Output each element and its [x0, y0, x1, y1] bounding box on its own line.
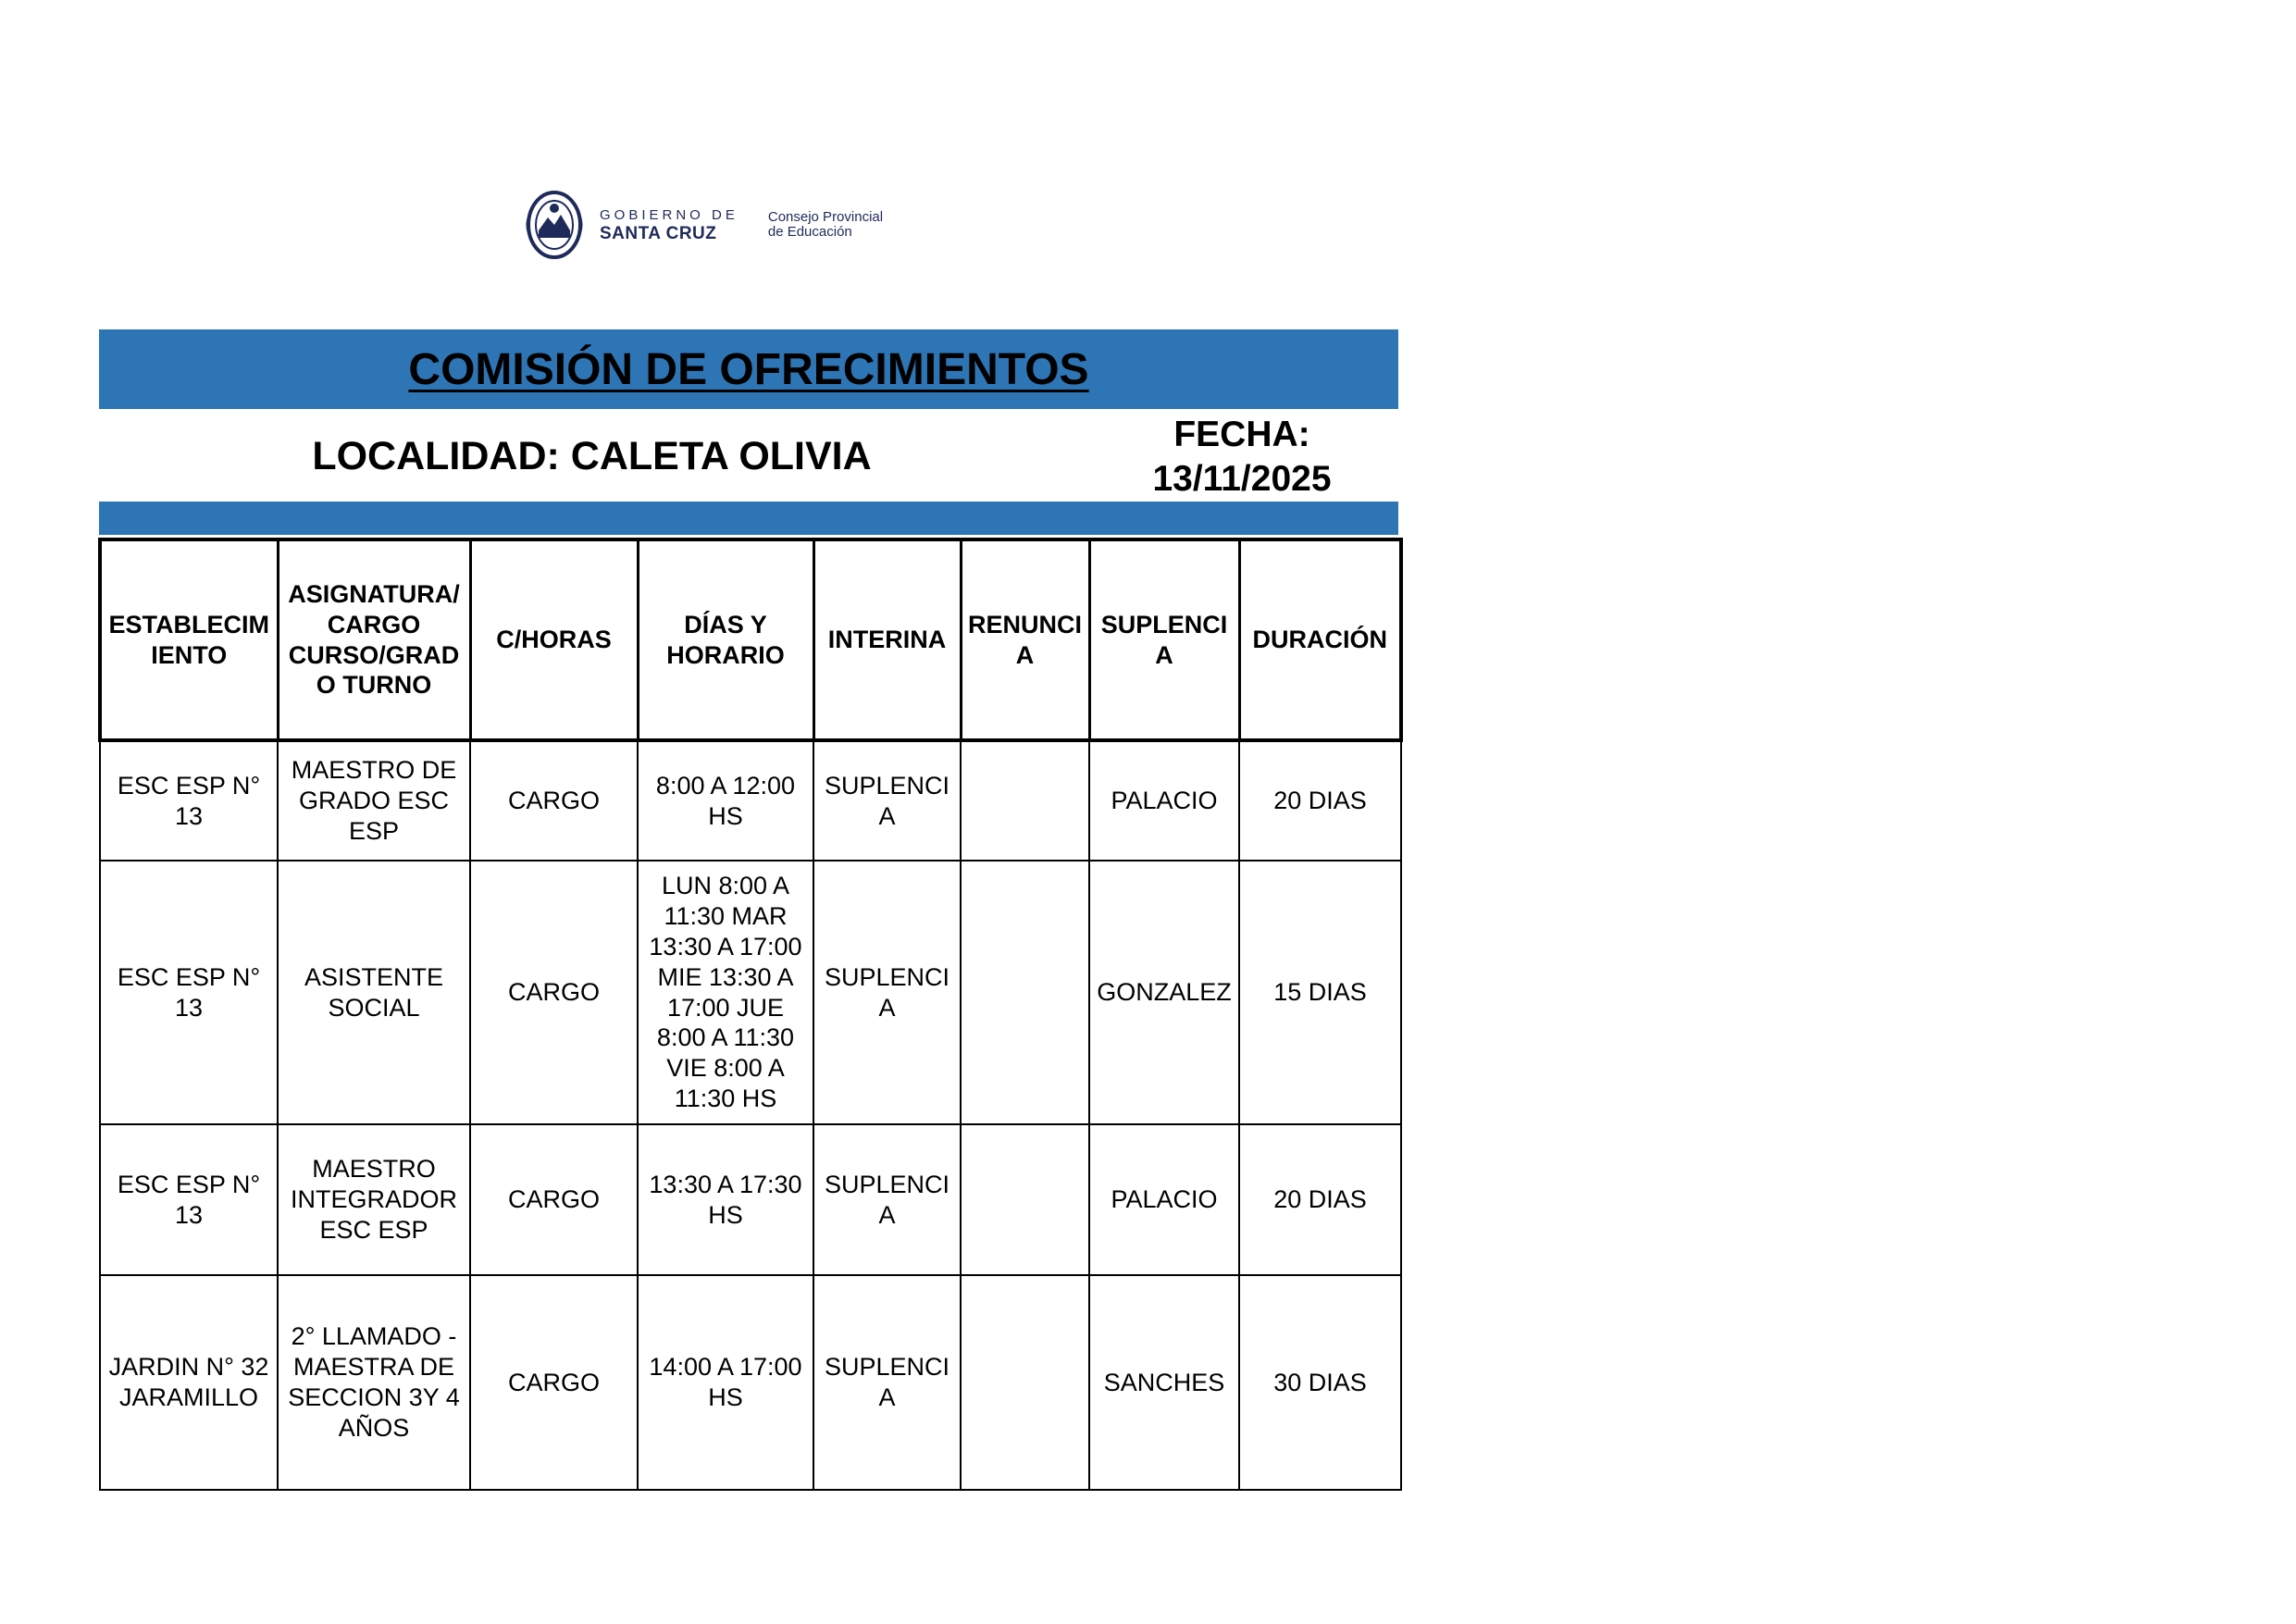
fecha-block [1085, 411, 1399, 503]
cell-duracion: 30 DIAS [1239, 1275, 1401, 1490]
cell-interina: SUPLENCI A [813, 861, 961, 1124]
cell-interina: SUPLENCI A [813, 1275, 961, 1490]
cell-c-horas: CARGO [470, 1275, 638, 1490]
fecha-label: FECHA: [1173, 415, 1310, 455]
logo-gov-line2: SANTA CRUZ [600, 223, 717, 243]
localidad-label: LOCALIDAD: CALETA OLIVIA [312, 433, 872, 478]
cell-suplencia: GONZALEZ [1089, 861, 1239, 1124]
cell-c-horas: CARGO [470, 740, 638, 861]
cell-asignatura: MAESTRO DE GRADO ESC ESP [278, 740, 470, 861]
header-logo [526, 190, 883, 260]
cell-renuncia [961, 1275, 1089, 1490]
cell-duracion: 15 DIAS [1239, 861, 1401, 1124]
cell-interina: SUPLENCI A [813, 1124, 961, 1275]
page-title: COMISIÓN DE OFRECIMIENTOS [408, 344, 1089, 394]
cell-establecimiento: ESC ESP N° 13 [100, 861, 278, 1124]
header-duracion: DURACIÓN [1239, 539, 1401, 740]
header-asignatura: ASIGNATURA/ CARGO CURSO/GRAD O TURNO [278, 539, 470, 740]
cell-dias-horario: 13:30 A 17:30 HS [638, 1124, 813, 1275]
cell-c-horas: CARGO [470, 861, 638, 1124]
cell-c-horas: CARGO [470, 1124, 638, 1275]
cell-dias-horario: 8:00 A 12:00 HS [638, 740, 813, 861]
table-row [100, 1275, 1401, 1490]
cell-establecimiento: ESC ESP N° 13 [100, 1124, 278, 1275]
header-renuncia: RENUNCI A [961, 539, 1089, 740]
header-establecimiento: ESTABLECIM IENTO [100, 539, 278, 740]
cell-suplencia: PALACIO [1089, 1124, 1239, 1275]
header-dias-horario: DÍAS Y HORARIO [638, 539, 813, 740]
cell-duracion: 20 DIAS [1239, 740, 1401, 861]
offers-table [98, 538, 1403, 1491]
header-suplencia: SUPLENCI A [1089, 539, 1239, 740]
cell-asignatura: 2° LLAMADO - MAESTRA DE SECCION 3Y 4 AÑOS [278, 1275, 470, 1490]
header-interina: INTERINA [813, 539, 961, 740]
cell-renuncia [961, 1124, 1089, 1275]
cell-renuncia [961, 740, 1089, 861]
cell-asignatura: MAESTRO INTEGRADOR ESC ESP [278, 1124, 470, 1275]
cell-establecimiento: JARDIN N° 32 JARAMILLO [100, 1275, 278, 1490]
table-row [100, 740, 1401, 861]
cell-duracion: 20 DIAS [1239, 1124, 1401, 1275]
cell-suplencia: SANCHES [1089, 1275, 1239, 1490]
cell-renuncia [961, 861, 1089, 1124]
cell-establecimiento: ESC ESP N° 13 [100, 740, 278, 861]
header-c-horas: C/HORAS [470, 539, 638, 740]
cell-dias-horario: LUN 8:00 A 11:30 MAR 13:30 A 17:00 MIE 13:30 A 17:00 JUE 8:00 A 11:30 VIE 8:00 A 11:30 HS [638, 861, 813, 1124]
logo-gov-line1: GOBIERNO DE [600, 206, 738, 223]
table-row [100, 861, 1401, 1124]
logo-council-line1: Consejo Provincial [767, 209, 884, 226]
cell-suplencia: PALACIO [1089, 740, 1239, 861]
blue-band-separator [99, 502, 1398, 535]
cell-interina: SUPLENCI A [813, 740, 961, 861]
table-header-row [100, 539, 1401, 740]
cell-asignatura: ASISTENTE SOCIAL [278, 861, 470, 1124]
cell-dias-horario: 14:00 A 17:00 HS [638, 1275, 813, 1490]
fecha-value: 13/11/2025 [1152, 459, 1332, 499]
title-bar [99, 329, 1398, 409]
table-row [100, 1124, 1401, 1275]
logo-council-line2: de Educación [767, 224, 852, 240]
santa-cruz-seal-icon [526, 190, 583, 260]
